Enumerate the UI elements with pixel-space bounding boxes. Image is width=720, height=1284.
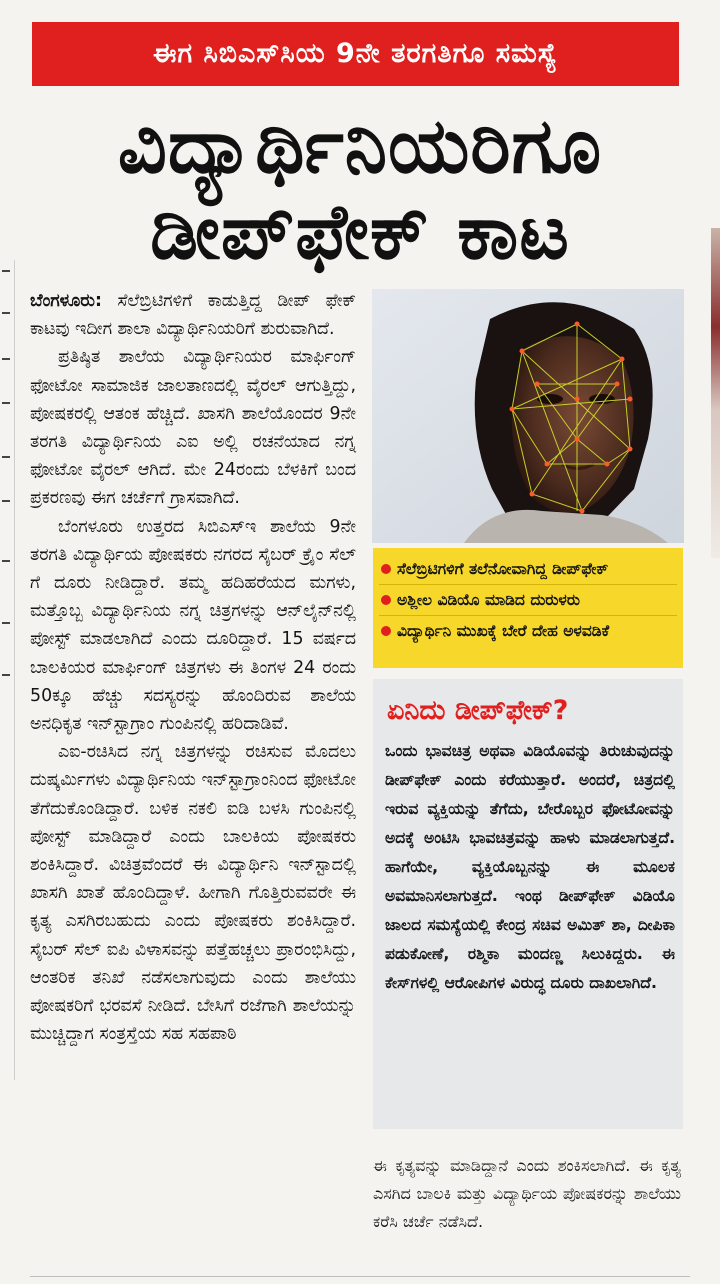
highlight-text: ಸೆಲೆಬ್ರಿಟಿಗಳಿಗೆ ತಲೆನೋವಾಗಿದ್ದ ಡೀಪ್‌ಫೇಕ್ (397, 560, 609, 578)
highlight-item (379, 554, 677, 585)
article-paragraph: ಎಐ-ರಚಿಸಿದ ನಗ್ನ ಚಿತ್ರಗಳನ್ನು ರಚಿಸುವ ಮೊದಲು ದುಷ್ಕರ್ಮಿಗಳು ವಿದ್ಯಾರ್ಥಿನಿಯ ಇನ್‌ಸ್ಟಾಗ್ರಾಂನಿಂದ ಫೋಟೋ ತೆಗೆದುಕೊಂಡಿದ್ದಾರೆ. ಬಳಿಕ ನಕಲಿ ಐಡಿ ಬಳಸಿ ಗುಂಪಿನಲ್ಲಿ ಪೋಸ್ಟ್ ಮಾಡಿದ್ದಾರೆ ಎಂದು ಬಾಲಕಿಯ ಪೋಷಕರು ಶಂಕಿಸಿದ್ದಾರೆ. ವಿಚಿತ್ರವೆಂದರೆ ಈ ವಿದ್ಯಾರ್ಥಿನಿ ಇನ್‌ಸ್ಟಾದಲ್ಲಿ ಖಾಸಗಿ ಖಾತೆ ಹೊಂದಿದ್ದಾಳೆ. ಹೀಗಾಗಿ ಗೊತ್ತಿರುವವರೇ ಈ ಕೃತ್ಯ ಎಸಗಿರಬಹುದು ಎಂದು ಪೋಷಕರು ಶಂಕಿಸಿದ್ದಾರೆ. ಸೈಬರ್ ಸೆಲ್ ಐಪಿ ವಿಳಾಸವನ್ನು ಪತ್ತೆಹಚ್ಚಲು ಪ್ರಾರಂಭಿಸಿದ್ದು, ಆಂತರಿಕ ತನಿಖೆ ನಡೆಸಲಾಗುವುದು ಎಂದು ಶಾಲೆಯು ಪೋಷಕರಿಗೆ ಭರವಸೆ ನೀಡಿದೆ. ಬೇಸಿಗೆ ರಜೆಗಾಗಿ ಶಾಲೆಯನ್ನು ಮುಚ್ಚಿದ್ದಾಗ ಸಂತ್ರಸ್ತೆಯ ಸಹ ಸಹಪಾಠಿ (30, 742, 356, 1045)
article-continuation: ಈ ಕೃತ್ಯವನ್ನು ಮಾಡಿದ್ದಾನೆ ಎಂದು ಶಂಕಿಸಲಾಗಿದೆ. ಈ ಕೃತ್ಯ ಎಸಗಿದ ಬಾಲಕಿ ಮತ್ತು ವಿದ್ಯಾರ್ಥಿಯ ಪೋಷಕರನ್ನು ಶಾಲೆಯು ಕರೆಸಿ ಚರ್ಚೆ ನಡೆಸಿದೆ. (373, 1156, 681, 1231)
bottom-divider (30, 1276, 690, 1277)
highlight-item (379, 616, 677, 646)
kicker-banner: ಈಗ ಸಿಬಿಎಸ್‌ಸಿಯ 9ನೇ ತರಗತಿಗೂ ಸಮಸ್ಯೆ (32, 22, 679, 86)
adjacent-column-edge (0, 260, 15, 1080)
bullet-dot-icon (381, 626, 391, 636)
highlight-text: ಅಶ್ಲೀಲ ವಿಡಿಯೊ ಮಾಡಿದ ದುರುಳರು (397, 591, 580, 609)
adjacent-photo-edge (711, 228, 720, 558)
article-paragraph: ಪ್ರತಿಷ್ಠಿತ ಶಾಲೆಯ ವಿದ್ಯಾರ್ಥಿನಿಯರ ಮಾರ್ಫಿಂಗ್ ಫೋಟೋ ಸಾಮಾಜಿಕ ಜಾಲತಾಣದಲ್ಲಿ ವೈರಲ್ ಆಗುತ್ತಿದ್ದು, ಪೋಷಕರಲ್ಲಿ ಆತಂಕ ಹೆಚ್ಚಿದೆ. ಖಾಸಗಿ ಶಾಲೆಯೊಂದರ 9ನೇ ತರಗತಿ ವಿದ್ಯಾರ್ಥಿನಿಯ ಎಐ ಅಲ್ಲಿ ರಚನೆಯಾದ ನಗ್ನ ಫೋಟೋ ವೈರಲ್ ಆಗಿದೆ. ಮೇ 24ರಂದು ಬೆಳಕಿಗೆ ಬಂದ ಪ್ರಕರಣವು ಈಗ ಚರ್ಚೆಗೆ ಗ್ರಾಸವಾಗಿದೆ. (30, 347, 356, 509)
bullet-dot-icon (381, 595, 391, 605)
highlights-box (373, 548, 683, 668)
bullet-dot-icon (381, 564, 391, 574)
article-paragraph-text: ಸೆಲೆಬ್ರಿಟಿಗಳಿಗೆ ಕಾಡುತ್ತಿದ್ದ ಡೀಪ್‌ ಫೇಕ್ ಕಾಟವು ಇದೀಗ ಶಾಲಾ ವಿದ್ಯಾರ್ಥಿನಿಯರಿಗೆ ಶುರುವಾಗಿದೆ. (30, 291, 356, 340)
headline-line-1: ವಿದ್ಯಾರ್ಥಿನಿಯರಿಗೂ (117, 101, 603, 190)
article-body (30, 287, 356, 1048)
article-paragraph (30, 287, 356, 343)
deepfake-face-photo (372, 289, 684, 543)
dateline: ಬೆಂಗಳೂರು: (30, 291, 102, 311)
article-paragraph: ಬೆಂಗಳೂರು ಉತ್ತರದ ಸಿಬಿಎಸ್‌ಇ ಶಾಲೆಯ 9ನೇ ತರಗತಿ ವಿದ್ಯಾರ್ಥಿಯ ಪೋಷಕರು ನಗರದ ಸೈಬರ್ ಕ್ರೈಂ ಸೆಲ್ ಗೆ ದೂರು ನೀಡಿದ್ದಾರೆ. ತಮ್ಮ ಹದಿಹರೆಯದ ಮಗಳು, ಮತ್ತೊಬ್ಬ ವಿದ್ಯಾರ್ಥಿನಿಯ ನಗ್ನ ಚಿತ್ರಗಳನ್ನು ಆನ್‌ಲೈನ್‌ನಲ್ಲಿ ಪೋಸ್ಟ್ ಮಾಡಲಾಗಿದೆ ಎಂದು ದೂರಿದ್ದಾರೆ. 15 ವರ್ಷದ ಬಾಲಕಿಯರ ಮಾರ್ಫಿಂಗ್ ಚಿತ್ರಗಳು ಈ ತಿಂಗಳ 24 ರಂದು 50ಕ್ಕೂ ಹೆಚ್ಚು ಸದಸ್ಯರನ್ನು ಹೊಂದಿರುವ ಶಾಲೆಯ ಅನಧಿಕೃತ ಇನ್‌ಸ್ಟಾಗ್ರಾಂ ಗುಂಪಿನಲ್ಲಿ ಹರಿದಾಡಿವೆ. (30, 516, 356, 735)
highlight-text: ವಿದ್ಯಾರ್ಥಿನಿ ಮುಖಕ್ಕೆ ಬೇರೆ ದೇಹ ಅಳವಡಿಕೆ (397, 622, 610, 640)
sidebar-title: ಏನಿದು ಡೀಪ್‌ಫೇಕ್? (387, 695, 569, 726)
explainer-sidebar (373, 679, 683, 1129)
face-mesh-illustration (372, 289, 684, 543)
headline-line-2: ಡೀಪ್‌ಫೇಕ್ ಕಾಟ (150, 187, 570, 276)
highlight-item (379, 585, 677, 616)
sidebar-body: ಒಂದು ಭಾವಚಿತ್ರ ಅಥವಾ ವಿಡಿಯೊವನ್ನು ತಿರುಚುವುದನ್ನು ಡೀಪ್‌ಫೇಕ್ ಎಂದು ಕರೆಯುತ್ತಾರೆ. ಅಂದರೆ, ಚಿತ್ರದಲ್ಲಿ ಇರುವ ವ್ಯಕ್ತಿಯನ್ನು ತೆಗೆದು, ಬೇರೊಬ್ಬರ ಫೋಟೋವನ್ನು ಅದಕ್ಕೆ ಅಂಟಿಸಿ ಭಾವಚಿತ್ರವನ್ನು ಹಾಳು ಮಾಡಲಾಗುತ್ತದೆ. ಹಾಗೆಯೇ, ವ್ಯಕ್ತಿಯೊಬ್ಬನನ್ನು ಈ ಮೂಲಕ ಅವಮಾನಿಸಲಾಗುತ್ತದೆ. ಇಂಥ ಡೀಪ್‌ಫೇಕ್ ವಿಡಿಯೊ ಜಾಲದ ಸಮಸ್ಯೆಯಲ್ಲಿ ಕೇಂದ್ರ ಸಚಿವ ಅಮಿತ್ ಶಾ, ದೀಪಿಕಾ ಪಡುಕೋಣೆ, ರಶ್ಮಿಕಾ ಮಂದಣ್ಣ ಸಿಲುಕಿದ್ದರು. ಈ ಕೇಸ್‌ಗಳಲ್ಲಿ ಆರೋಪಿಗಳ ವಿರುದ್ಧ ದೂರು ದಾಖಲಾಗಿದೆ. (385, 742, 675, 992)
